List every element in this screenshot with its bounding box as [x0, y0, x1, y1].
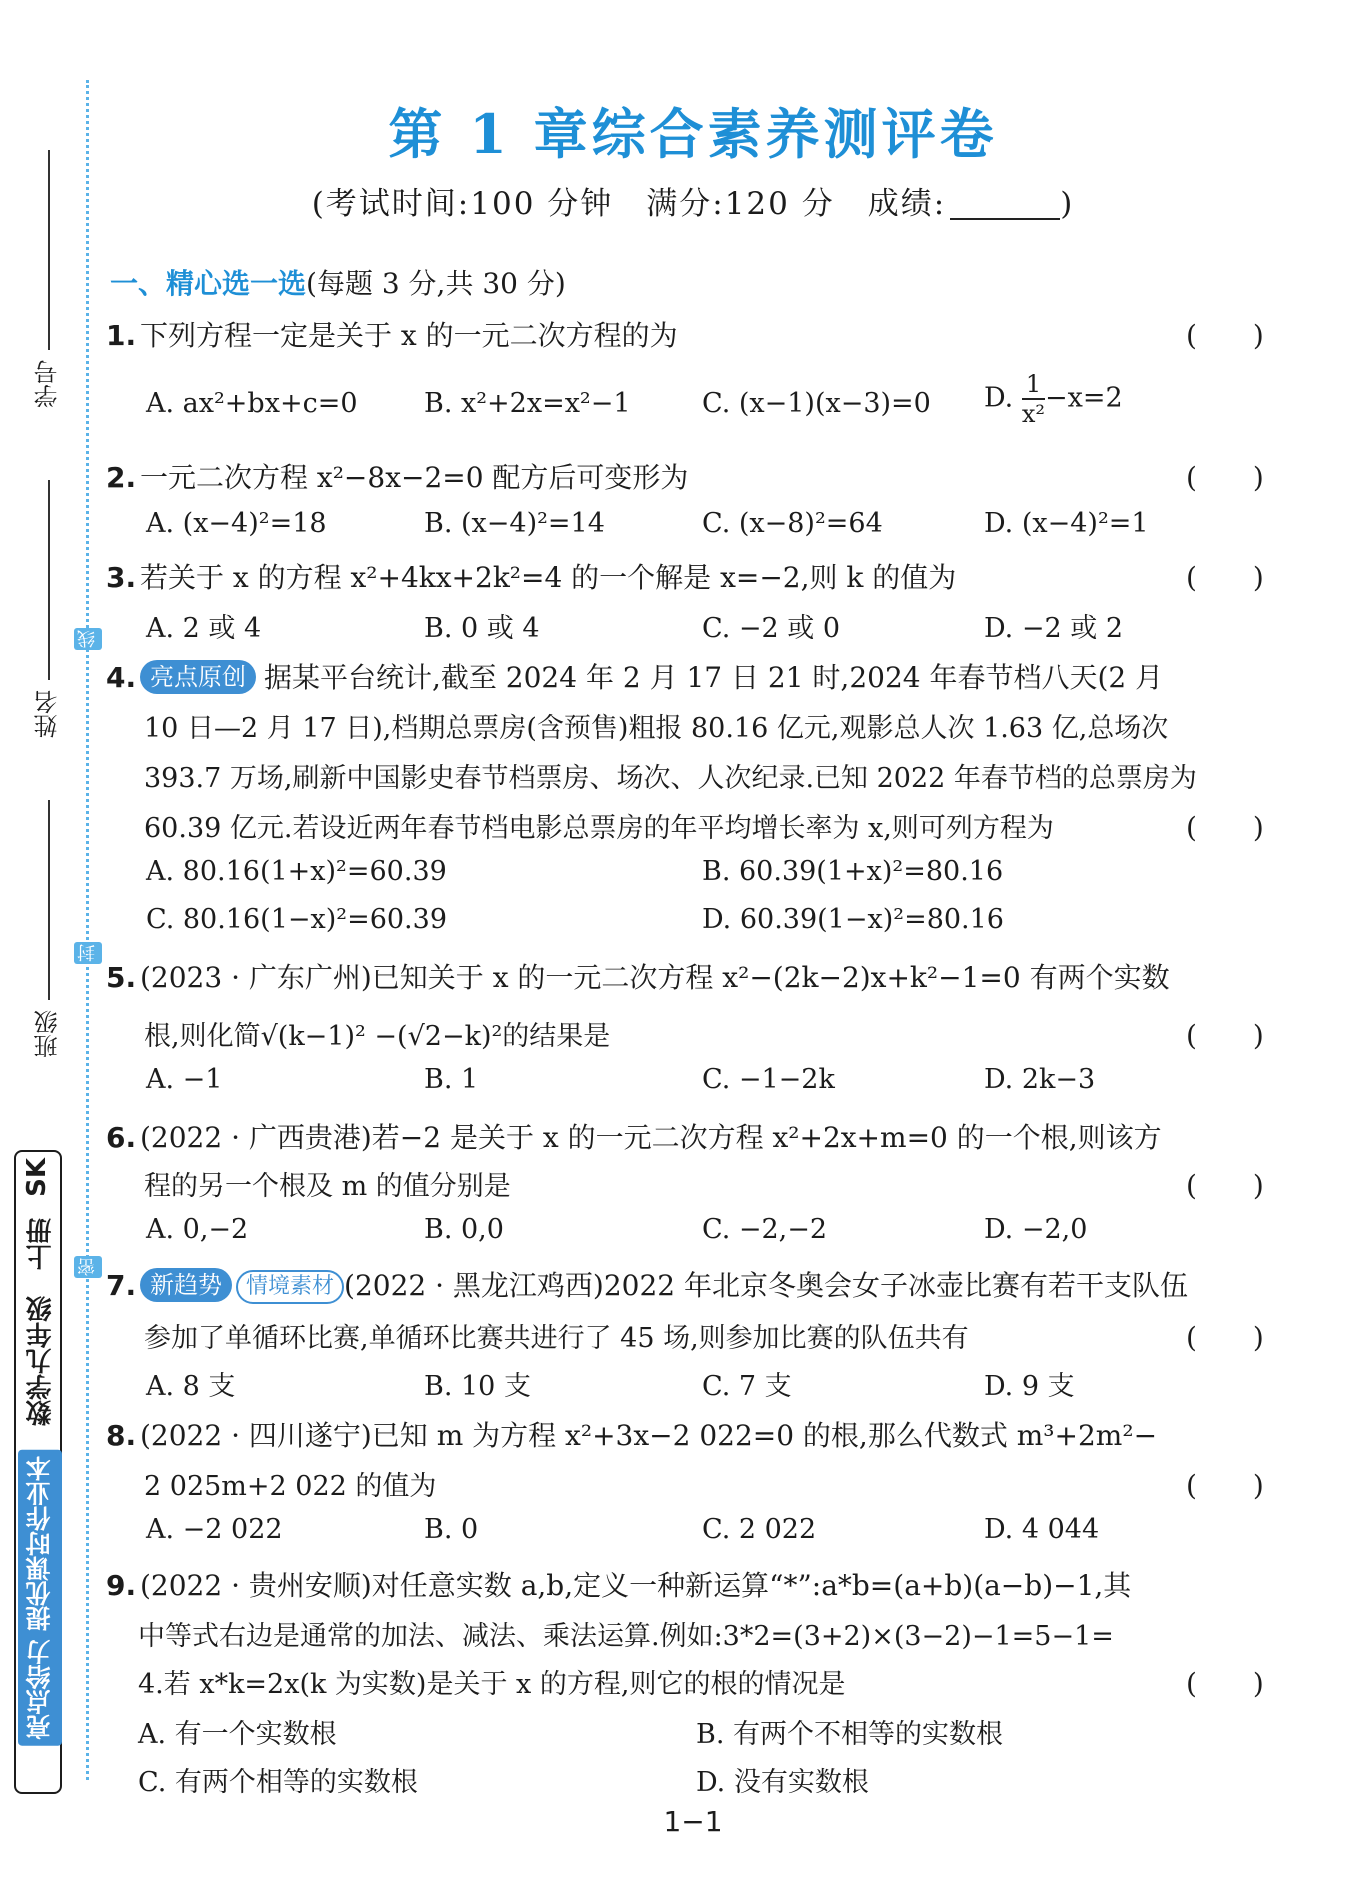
binding-line: [86, 80, 89, 1780]
option-d[interactable]: D. 4 044: [984, 1514, 1100, 1545]
question-4: [106, 656, 1163, 696]
question-text-line: 60.39 亿元.若设近两年春节档电影总票房的年平均增长率为 x,则可列方程为: [144, 813, 1054, 844]
seal-mark-line: 线: [74, 628, 102, 650]
seal-mark-secret: 密: [74, 1256, 102, 1278]
option-b[interactable]: B. 10 支: [424, 1371, 531, 1402]
question-text: (2022 · 黑龙江鸡西)2022 年北京冬奥会女子冰壶比赛有若干支队伍: [344, 1269, 1188, 1302]
question-text: (2022 · 四川遂宁)已知 m 为方程 x²+3x−2 022=0 的根,那么代数式 m³+2m²−: [140, 1419, 1158, 1452]
answer-bracket[interactable]: ( ): [1186, 1019, 1264, 1052]
question-text: (2022 · 贵州安顺)对任意实数 a,b,定义一种新运算“*”:a*b=(a+b)(a−b)−1,其: [140, 1569, 1132, 1602]
option-c[interactable]: C. −2 或 0: [702, 613, 841, 644]
option-c[interactable]: C. 7 支: [702, 1371, 792, 1402]
answer-bracket[interactable]: ( ): [1186, 561, 1264, 594]
answer-bracket[interactable]: ( ): [1186, 1469, 1264, 1502]
grade-label: 数学九年级: [26, 1296, 56, 1426]
option-d[interactable]: D. 没有实数根: [696, 1767, 869, 1798]
answer-bracket[interactable]: ( ): [1186, 1667, 1264, 1700]
question-1: [106, 314, 678, 354]
question-text: 据某平台统计,截至 2024 年 2 月 17 日 21 时,2024 年春节档八天(2 月: [264, 661, 1164, 694]
option-c[interactable]: C. −1−2k: [702, 1064, 835, 1095]
question-text-line: 4.若 x*k=2x(k 为实数)是关于 x 的方程,则它的根的情况是: [138, 1669, 846, 1700]
option-d[interactable]: D. 9 支: [984, 1371, 1075, 1402]
section-heading: [110, 262, 566, 302]
option-b[interactable]: B. (x−4)²=14: [424, 508, 605, 539]
option-b[interactable]: B. 有两个不相等的实数根: [696, 1719, 1004, 1750]
section-note: (每题 3 分,共 30 分): [306, 267, 566, 300]
question-text: 若关于 x 的方程 x²+4kx+2k²=4 的一个解是 x=−2,则 k 的值为: [140, 561, 957, 594]
option-b[interactable]: B. 0: [424, 1514, 479, 1545]
option-a[interactable]: A. (x−4)²=18: [146, 508, 327, 539]
option-a[interactable]: A. 0,−2: [146, 1214, 249, 1245]
brand-label: 亮点给力 提优课时作业本: [18, 1450, 62, 1746]
question-number: 6.: [106, 1121, 137, 1154]
option-c[interactable]: C. (x−8)²=64: [702, 508, 883, 539]
question-number: 9.: [106, 1569, 137, 1602]
exam-info-close: ): [1060, 186, 1075, 222]
question-number: 3.: [106, 561, 137, 594]
name-blank[interactable]: [48, 480, 50, 680]
fraction: [1022, 370, 1045, 428]
answer-bracket[interactable]: ( ): [1186, 319, 1264, 352]
option-d[interactable]: D. 2k−3: [984, 1064, 1096, 1095]
option-c[interactable]: C. 2 022: [702, 1514, 817, 1545]
exam-info-text: (考试时间:100 分钟 满分:120 分 成绩:: [311, 186, 947, 222]
original-badge: 亮点原创: [140, 660, 256, 694]
question-text: (2023 · 广东广州)已知关于 x 的一元二次方程 x²−(2k−2)x+k²−1=0 有两个实数: [140, 961, 1170, 994]
option-d[interactable]: [984, 370, 1123, 428]
page-number: 1−1: [663, 1805, 723, 1838]
question-number: 8.: [106, 1419, 137, 1452]
option-b[interactable]: B. x²+2x=x²−1: [424, 388, 631, 419]
question-text-line: 中等式右边是通常的加法、减法、乘法运算.例如:3*2=(3+2)×(3−2)−1=5−1=: [138, 1621, 1114, 1652]
option-d[interactable]: D. −2 或 2: [984, 613, 1123, 644]
question-2: [106, 456, 688, 496]
option-a[interactable]: A. 8 支: [146, 1371, 236, 1402]
series-code: SK: [22, 1158, 52, 1197]
score-blank[interactable]: [950, 188, 1060, 220]
option-c[interactable]: C. −2,−2: [702, 1214, 828, 1245]
question-6: [106, 1116, 1162, 1156]
option-c[interactable]: C. (x−1)(x−3)=0: [702, 388, 931, 419]
option-d-suffix: −x=2: [1045, 382, 1123, 414]
option-c[interactable]: C. 有两个相等的实数根: [138, 1767, 418, 1798]
seal-mark-seal: 封: [74, 942, 102, 964]
option-d-prefix: D.: [984, 382, 1014, 414]
question-number: 7.: [106, 1269, 137, 1302]
option-a[interactable]: A. −2 022: [146, 1514, 283, 1545]
question-text-line: 根,则化简√(k−1)² −(√2−k)²的结果是: [144, 1021, 611, 1052]
fraction-numerator: 1: [1022, 370, 1045, 400]
question-3: [106, 556, 956, 596]
question-text-line: 10 日—2 月 17 日),档期总票房(含预售)粗报 80.16 亿元,观影总人次 1.63 亿,总场次: [144, 713, 1169, 744]
question-7: [106, 1264, 1188, 1304]
question-5: [106, 956, 1170, 996]
option-a[interactable]: A. 2 或 4: [146, 613, 262, 644]
exam-info: [0, 178, 1350, 223]
option-b[interactable]: B. 1: [424, 1064, 479, 1095]
context-badge: 情境素材: [236, 1270, 344, 1304]
label-class: 班级: [34, 1010, 62, 1058]
label-name: 姓名: [34, 690, 62, 738]
question-text-line: 参加了单循环比赛,单循环比赛共进行了 45 场,则参加比赛的队伍共有: [144, 1323, 969, 1354]
option-b[interactable]: B. 0 或 4: [424, 613, 540, 644]
question-9: [106, 1564, 1131, 1604]
question-text: 一元二次方程 x²−8x−2=0 配方后可变形为: [140, 461, 689, 494]
answer-bracket[interactable]: ( ): [1186, 811, 1264, 844]
option-a[interactable]: A. −1: [146, 1064, 223, 1095]
class-blank[interactable]: [48, 800, 50, 1000]
option-d[interactable]: D. 60.39(1−x)²=80.16: [702, 904, 1004, 935]
answer-bracket[interactable]: ( ): [1186, 1321, 1264, 1354]
option-b[interactable]: B. 60.39(1+x)²=80.16: [702, 856, 1004, 887]
answer-bracket[interactable]: ( ): [1186, 461, 1264, 494]
option-c[interactable]: C. 80.16(1−x)²=60.39: [146, 904, 447, 935]
question-number: 4.: [106, 661, 137, 694]
label-student-number: 学号: [34, 360, 62, 408]
question-text: (2022 · 广西贵港)若−2 是关于 x 的一元二次方程 x²+2x+m=0 的一个根,则该方: [140, 1121, 1162, 1154]
question-number: 2.: [106, 461, 137, 494]
volume-label: 上册: [26, 1218, 56, 1270]
question-text-line: 393.7 万场,刷新中国影史春节档票房、场次、人次纪录.已知 2022 年春节档的总票房为: [144, 763, 1197, 794]
option-a[interactable]: A. 80.16(1+x)²=60.39: [146, 856, 447, 887]
option-b[interactable]: B. 0,0: [424, 1214, 504, 1245]
fraction-denominator: x²: [1021, 400, 1046, 428]
option-a[interactable]: A. ax²+bx+c=0: [146, 388, 358, 419]
option-d[interactable]: D. −2,0: [984, 1214, 1088, 1245]
answer-bracket[interactable]: ( ): [1186, 1169, 1264, 1202]
question-number: 1.: [106, 319, 137, 352]
question-8: [106, 1414, 1157, 1454]
page-title: 第 1 章综合素养测评卷: [388, 102, 998, 166]
question-text-line: 2 025m+2 022 的值为: [144, 1471, 437, 1502]
question-number: 5.: [106, 961, 137, 994]
question-text: 下列方程一定是关于 x 的一元二次方程的为: [140, 319, 678, 352]
question-text-line: 程的另一个根及 m 的值分别是: [144, 1171, 511, 1202]
option-a[interactable]: A. 有一个实数根: [138, 1719, 337, 1750]
section-label: 一、精心选一选: [110, 267, 307, 300]
option-d[interactable]: D. (x−4)²=1: [984, 508, 1149, 539]
trend-badge: 新趋势: [140, 1268, 232, 1302]
